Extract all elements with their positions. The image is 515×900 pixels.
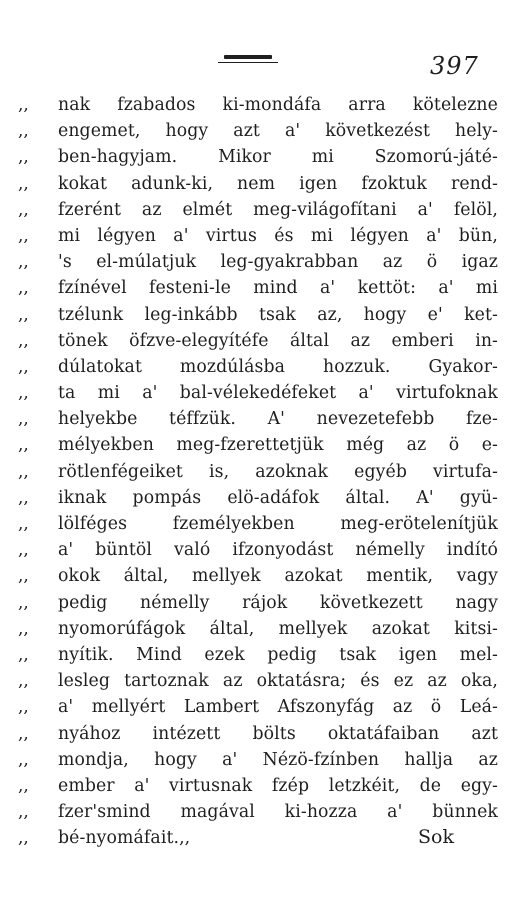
- text-line: [18, 275, 498, 301]
- text-line: [18, 747, 498, 773]
- line-text: mélyekben meg-fzerettetjük még az ö e-: [58, 435, 498, 456]
- line-text: tzélunk leg-inkább tsak az, hogy e' ket-: [58, 304, 498, 325]
- line-text: mondja, hogy a' Nézö-fzínben hallja az: [58, 749, 498, 770]
- quote-mark: ,,: [18, 775, 29, 796]
- text-line: [18, 459, 498, 485]
- line-text: rötlenfégeiket is, azoknak egyéb virtufa-: [58, 461, 498, 482]
- text-line: [18, 721, 498, 747]
- quote-mark: ,,: [18, 409, 29, 430]
- text-line: [18, 302, 498, 328]
- quote-mark: ,,: [18, 435, 29, 456]
- line-text: engemet, hogy azt a' következést hely-: [58, 121, 498, 142]
- quote-mark: ,,: [18, 252, 29, 273]
- line-text: fzer'smind magával ki-hozza a' bünnek: [58, 802, 498, 823]
- text-line: [18, 354, 498, 380]
- quote-mark: ,,: [18, 487, 29, 508]
- quote-mark: ,,: [18, 356, 29, 377]
- text-line: [18, 616, 498, 642]
- quote-mark: ,,: [18, 592, 29, 613]
- page-number: 397: [430, 52, 479, 80]
- line-text: bé-nyomáfait.,,: [58, 828, 191, 849]
- line-text: okok által, mellyek azokat mentik, vagy: [58, 566, 498, 587]
- line-text: fzerént az elmét meg-világofítani a' felöl,: [58, 199, 498, 220]
- text-line: [18, 328, 498, 354]
- catchword: Sok: [418, 826, 454, 848]
- line-text: pedig némelly rájok következett nagy: [58, 592, 498, 613]
- body-text: [18, 92, 498, 851]
- text-line: [18, 432, 498, 458]
- line-text: nyához intézett bölts oktatáfaiban azt: [58, 723, 498, 744]
- text-line: [18, 223, 498, 249]
- quote-mark: ,,: [18, 828, 29, 849]
- line-text: nak fzabados ki-mondáfa arra kötelezne: [58, 95, 498, 115]
- text-line: [18, 171, 498, 197]
- quote-mark: ,,: [18, 304, 29, 325]
- text-line: [18, 642, 498, 668]
- ornament-thick-rule: [224, 55, 272, 59]
- quote-mark: ,,: [18, 121, 29, 142]
- line-text: iknak pompás elö-adáfok által. A' gyü-: [58, 487, 498, 508]
- quote-mark: ,,: [18, 173, 29, 194]
- line-text: nyomorúfágok által, mellyek azokat kitsi-: [58, 618, 498, 639]
- text-line: [18, 668, 498, 694]
- quote-mark: ,,: [18, 802, 29, 823]
- line-text: a' mellyért Lambert Afszonyfág az ö Leá-: [58, 697, 498, 718]
- line-text: ben-hagyjam. Mikor mi Szomorú-játé-: [58, 147, 498, 168]
- line-text: tönek öfzve-elegyítéfe által az emberi in-: [58, 330, 498, 351]
- text-line: [18, 485, 498, 511]
- line-text: dúlatokat mozdúlásba hozzuk. Gyakor-: [58, 356, 498, 377]
- line-text: ta mi a' bal-vélekedéfeket a' virtufoknak: [58, 383, 498, 404]
- text-line: [18, 92, 498, 118]
- line-text: a' büntöl való ifzonyodást némelly indító: [58, 540, 498, 561]
- text-line: [18, 249, 498, 275]
- line-text: lesleg tartoznak az oktatásra; és ez az oka,: [58, 671, 498, 692]
- line-text: ember a' virtusnak fzép letzkéit, de egy-: [58, 775, 498, 796]
- text-line: [18, 799, 498, 825]
- quote-mark: ,,: [18, 749, 29, 770]
- text-line: [18, 590, 498, 616]
- line-text: kokat adunk-ki, nem igen fzoktuk rend-: [58, 173, 498, 194]
- quote-mark: ,,: [18, 330, 29, 351]
- quote-mark: ,,: [18, 644, 29, 665]
- line-text: fzínével festeni-le mind a' kettöt: a' mi: [58, 278, 498, 299]
- header-ornament: [218, 55, 278, 65]
- quote-mark: ,,: [18, 514, 29, 534]
- quote-mark: ,,: [18, 225, 29, 246]
- quote-mark: ,,: [18, 95, 29, 115]
- text-line: [18, 380, 498, 406]
- text-line: [18, 406, 498, 432]
- line-text: 's el-múlatjuk leg-gyakrabban az ö igaz: [58, 252, 498, 273]
- quote-mark: ,,: [18, 461, 29, 482]
- quote-mark: ,,: [18, 147, 29, 168]
- text-line: [18, 773, 498, 799]
- quote-mark: ,,: [18, 723, 29, 744]
- text-line: [18, 537, 498, 563]
- line-text: nyítik. Mind ezek pedig tsak igen mel-: [58, 644, 498, 665]
- ornament-thin-rule: [218, 62, 278, 63]
- quote-mark: ,,: [18, 383, 29, 404]
- text-line: [18, 118, 498, 144]
- quote-mark: ,,: [18, 540, 29, 561]
- text-line: [18, 144, 498, 170]
- quote-mark: ,,: [18, 671, 29, 692]
- quote-mark: ,,: [18, 199, 29, 220]
- quote-mark: ,,: [18, 618, 29, 639]
- line-text: helyekbe téffzük. A' nevezetefebb fze-: [58, 409, 498, 430]
- text-line: [18, 511, 498, 537]
- quote-mark: ,,: [18, 697, 29, 718]
- line-text: mi légyen a' virtus és mi légyen a' bün,: [58, 225, 498, 246]
- text-line: [18, 694, 498, 720]
- quote-mark: ,,: [18, 278, 29, 299]
- quote-mark: ,,: [18, 566, 29, 587]
- line-text: lölféges fzemélyekben meg-erötelenítjük: [58, 514, 498, 534]
- text-line: [18, 563, 498, 589]
- text-line: [18, 197, 498, 223]
